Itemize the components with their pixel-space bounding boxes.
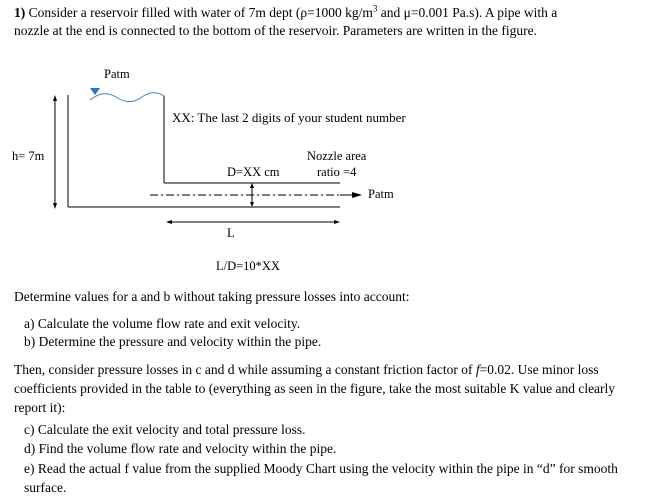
nozzle-area-label: Nozzle area bbox=[307, 149, 367, 163]
part2-intro bbox=[14, 360, 624, 417]
water-level-marker-icon bbox=[90, 88, 100, 95]
length-label: L bbox=[227, 226, 235, 240]
problem-statement-line1 bbox=[14, 4, 557, 22]
part1-intro: Determine values for a and b without taking pressure losses into account: bbox=[14, 289, 410, 304]
height-label: h= 7m bbox=[12, 149, 45, 163]
question-a: a) Calculate the volume flow rate and exit velocity. bbox=[24, 316, 301, 331]
question-e: e) Read the actual f value from the supplied Moody Chart using the velocity within the pipe in “d” for smooth surface. bbox=[24, 461, 618, 495]
part2-intro-post: =0.02. Use minor loss coefficients provided in the table to (everything as seen in the figure, take the most suitable K value and clearly report it): bbox=[14, 362, 616, 415]
friction-factor-symbol: f bbox=[475, 362, 480, 377]
patm-top-label: Patm bbox=[104, 67, 130, 81]
problem-statement-line2: nozzle at the end is connected to the bottom of the reservoir. Parameters are written in the figure. bbox=[14, 23, 537, 38]
diameter-arrow-top-icon bbox=[250, 183, 254, 188]
student-number-note: XX: The last 2 digits of your student number bbox=[172, 110, 406, 125]
height-arrow-top-icon bbox=[53, 95, 57, 101]
height-arrow-bottom-icon bbox=[53, 203, 57, 209]
reservoir-pipe-figure bbox=[0, 60, 649, 290]
water-surface-line bbox=[90, 93, 164, 102]
length-arrow-right-icon bbox=[334, 220, 340, 224]
ld-ratio-label: L/D=10*XX bbox=[216, 259, 280, 273]
diameter-arrow-bottom-icon bbox=[250, 202, 254, 207]
nozzle-ratio-label: ratio =4 bbox=[317, 165, 357, 179]
problem-intro-text-rest: and μ=0.001 Pa.s). A pipe with a bbox=[377, 5, 558, 20]
question-c: c) Calculate the exit velocity and total pressure loss. bbox=[24, 422, 306, 437]
question-b: b) Determine the pressure and velocity within the pipe. bbox=[24, 334, 322, 349]
problem-number: 1) bbox=[14, 5, 26, 20]
length-arrow-left-icon bbox=[166, 220, 172, 224]
problem-intro-text: Consider a reservoir filled with water of 7m dept (ρ=1000 kg/m bbox=[28, 5, 373, 20]
patm-outlet-label: Patm bbox=[368, 187, 394, 201]
question-d: d) Find the volume flow rate and velocity within the pipe. bbox=[24, 441, 337, 456]
unit-exponent: 3 bbox=[372, 3, 378, 14]
diameter-label: D=XX cm bbox=[227, 165, 280, 179]
part2-intro-pre: Then, consider pressure losses in c and d while assuming a constant friction factor of bbox=[14, 362, 476, 377]
